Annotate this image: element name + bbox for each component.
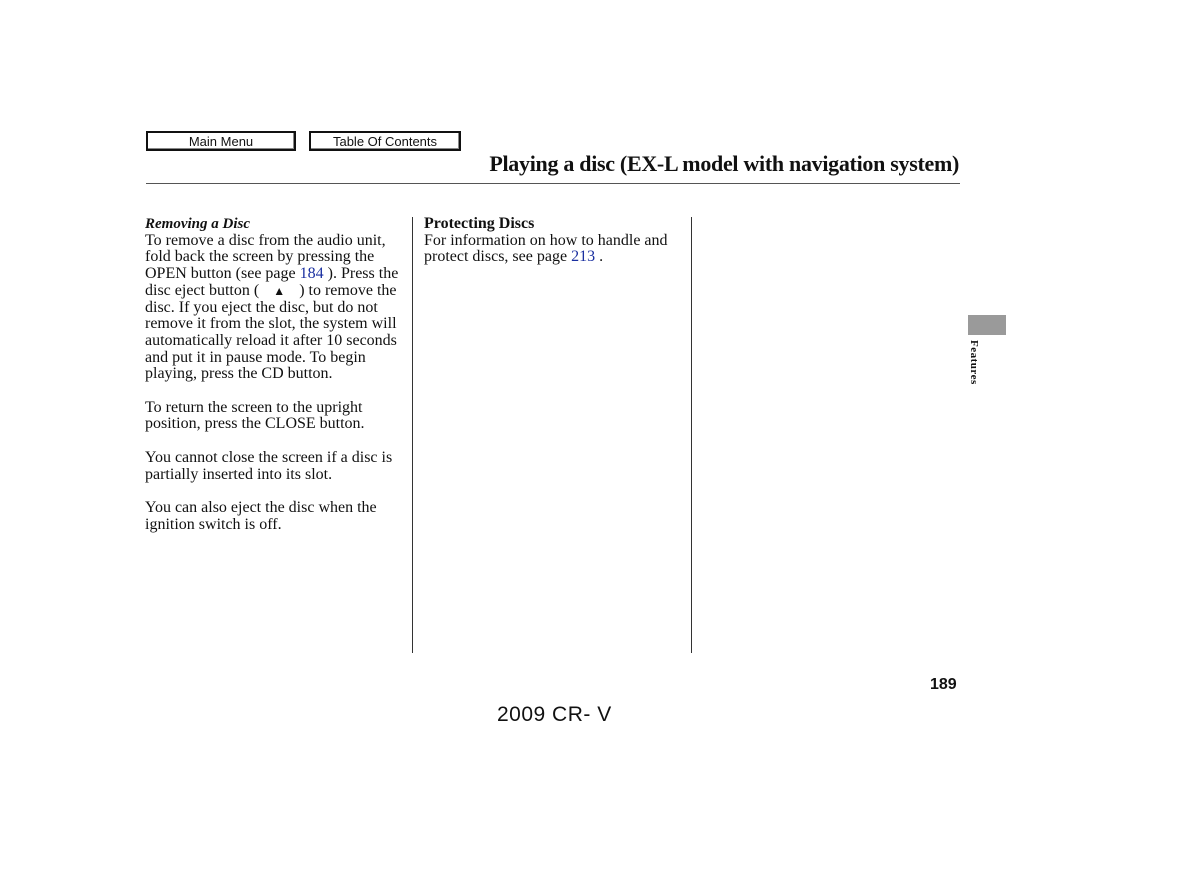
footer-model: 2009 CR- V — [497, 703, 612, 726]
section-tab-marker — [968, 315, 1006, 335]
text: For information on how to handle and protect discs, see page — [424, 231, 668, 266]
removing-heading: Removing a Disc — [145, 216, 250, 232]
column-divider — [691, 217, 692, 653]
protecting-paragraph — [424, 233, 686, 266]
removing-paragraph-3: You cannot close the screen if a disc is partially inserted into its slot. — [145, 448, 393, 483]
title-rule — [146, 183, 960, 184]
page-number: 189 — [930, 676, 957, 693]
main-menu-button[interactable]: Main Menu — [146, 131, 296, 151]
page-link-184[interactable]: 184 — [299, 265, 324, 283]
text: . — [595, 248, 604, 266]
middle-column — [424, 216, 686, 283]
removing-paragraph-1 — [145, 233, 407, 383]
text: ) to remove the disc. If you eject the disc, but do not remove it from the slot, the system will automatically reload it after 10 seconds and put it in pause mode. To begin playing, press the CD button. — [145, 281, 397, 383]
table-of-contents-button[interactable]: Table Of Contents — [309, 131, 461, 151]
section-tab-label: Features — [968, 340, 980, 385]
column-divider — [412, 217, 413, 653]
removing-paragraph-4: You can also eject the disc when the ignition switch is off. — [145, 498, 377, 533]
text: To remove a disc from the audio unit, fold back the screen by pressing the OPEN button (see page — [145, 231, 386, 283]
removing-paragraph-2: To return the screen to the upright position, press the CLOSE button. — [145, 398, 365, 433]
left-column — [145, 216, 407, 550]
page-title: Playing a disc (EX-L model with navigation system) — [489, 151, 959, 176]
eject-icon: ▲︎ — [273, 283, 286, 298]
protecting-heading: Protecting Discs — [424, 215, 535, 232]
text: ). Press the disc eject button ( — [145, 265, 399, 299]
page-link-213[interactable]: 213 — [571, 248, 596, 266]
